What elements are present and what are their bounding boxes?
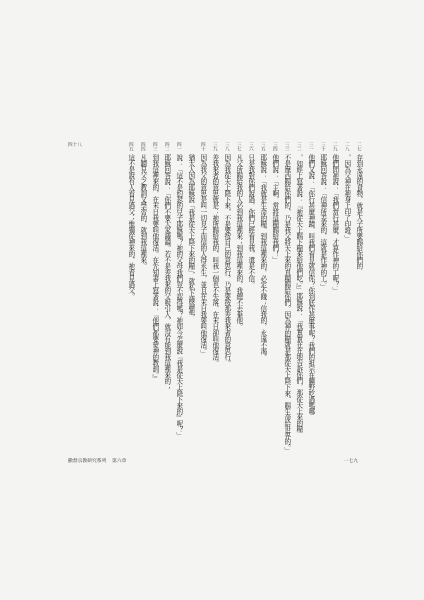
text-line: 凡父所賜給我的人必到我這裡來；到我這裡來的，我總不丟棄他。 <box>234 154 243 330</box>
footer-chapter: 第六章 <box>112 459 127 464</box>
text-column <box>232 140 244 458</box>
text-column <box>292 140 304 458</box>
verse-number: 四四 <box>140 142 146 152</box>
text-column <box>328 140 340 458</box>
text-line: 耶穌說：「我就是生命的糧。到我這裡來的，必定不餓；信我的，永遠不渴。 <box>258 154 267 360</box>
text-line: 存到永遠的食物，就是人子所要賜給你們的 <box>354 154 363 269</box>
footer-title: 撒督宗教研究系列 <box>68 459 107 464</box>
text-line: 他們說：「主啊，常將這糧賜給我們！」 <box>270 154 279 263</box>
text-column <box>124 140 136 458</box>
text-line: 凡聽見父之教訓又學習的，就到我這裡來。 <box>138 154 147 269</box>
text-line: 只是我對你們說過，你們已經看見我，還是不信。 <box>246 154 255 288</box>
verse-number: 四一 <box>176 142 182 152</box>
verse-number: 三四 <box>272 142 278 152</box>
verse-number: 三三 <box>284 142 290 152</box>
text-line: 耶穌回答說：「信神所差來的，這就是作神的工。」 <box>318 154 327 290</box>
text-line: 猶太人因為耶穌說「我是從天上降下來的糧」，就私下議論祂， <box>186 154 195 321</box>
text-column <box>160 140 172 458</box>
verse-number: 三八 <box>224 142 230 152</box>
verse-number: 三九 <box>212 142 218 152</box>
text-column <box>304 140 316 458</box>
page-footer <box>68 454 364 466</box>
text-line: 到我這裡來的，在末日我要叫他復活。在先知書上寫著說：『他們都要蒙神的教訓。』 <box>150 154 159 381</box>
verse-number: 三七 <box>236 142 242 152</box>
text-column <box>172 140 184 458</box>
text-column <box>196 140 208 458</box>
text-column <box>352 140 364 458</box>
text-line: 不是摩西賜給你們的，乃是我父將天上來的真糧賜給你們。因為神的糧就是那從天上降下來、賜生命給世界的。」 <box>282 154 291 454</box>
text-line: 說：「這不是約瑟的兒子耶穌嗎？祂的父母我們豈不認得嗎？祂如今怎麼說『我是從天上降下來的』呢？」 <box>174 154 183 439</box>
vertical-text-block <box>124 140 364 458</box>
text-line: ，如經上寫著說：『祂從天上賜下糧來給他們吃。』」耶穌說：「我實實在在地告訴你們，那從天上來的糧 <box>294 154 303 432</box>
book-page <box>68 140 364 466</box>
verse-number: 四五 <box>128 142 134 152</box>
verse-number: 三一 <box>308 142 314 152</box>
text-column <box>220 140 232 458</box>
text-line: 差我來者的意思就是：祂所賜給我的，叫我一個也不失落，在末日卻叫他復活。 <box>210 154 219 366</box>
verse-number: 三六 <box>248 142 254 152</box>
text-line: ，因為父神在祂身上印了印證。」 <box>342 154 351 242</box>
verse-number: 三五 <box>260 142 266 152</box>
header-left-a: 四十八 <box>68 143 82 148</box>
verse-number: 四三 <box>152 142 158 152</box>
verse-number: 三二 <box>296 142 302 152</box>
verse-number: 二八 <box>344 142 350 152</box>
text-line: 他們問祂說：「我們當行甚麼，才算作神的工呢？」 <box>330 154 339 294</box>
verse-number: 四二 <box>164 142 170 152</box>
verse-number: 二七 <box>356 142 362 152</box>
verse-number: 四十 <box>200 142 206 152</box>
verse-number: 三十 <box>320 142 326 152</box>
text-line: 因為我從天上降下來，不是要按自己的意思行，乃是要按那差我來者的意思行。 <box>222 154 231 366</box>
text-column <box>136 140 148 458</box>
text-line: 耶穌回答說：「你們不要大家議論。若不是差我來的父吸引人，就沒有能到我這裡來的； <box>162 154 171 390</box>
text-column <box>208 140 220 458</box>
text-column <box>256 140 268 458</box>
verse-number: 二九 <box>332 142 338 152</box>
text-line: 因為我父的意思是叫一切見子而信的人得永生，並且在末日我要叫他復活。」 <box>198 154 207 357</box>
text-line: 他們又說：「你行甚麼神蹟，叫我們看見就信你？你到底作甚麼事呢？我們的祖宗在曠野吃過嗎哪 <box>306 154 315 415</box>
text-column <box>316 140 328 458</box>
text-column <box>184 140 196 458</box>
text-column <box>244 140 256 458</box>
text-column <box>280 140 292 458</box>
page-number: 一七九 <box>343 459 358 464</box>
text-line: 這不是說有人看見過父；惟獨從神來的，祂看見過父。 <box>126 154 135 300</box>
text-column <box>340 140 352 458</box>
text-column <box>148 140 160 458</box>
text-column <box>268 140 280 458</box>
